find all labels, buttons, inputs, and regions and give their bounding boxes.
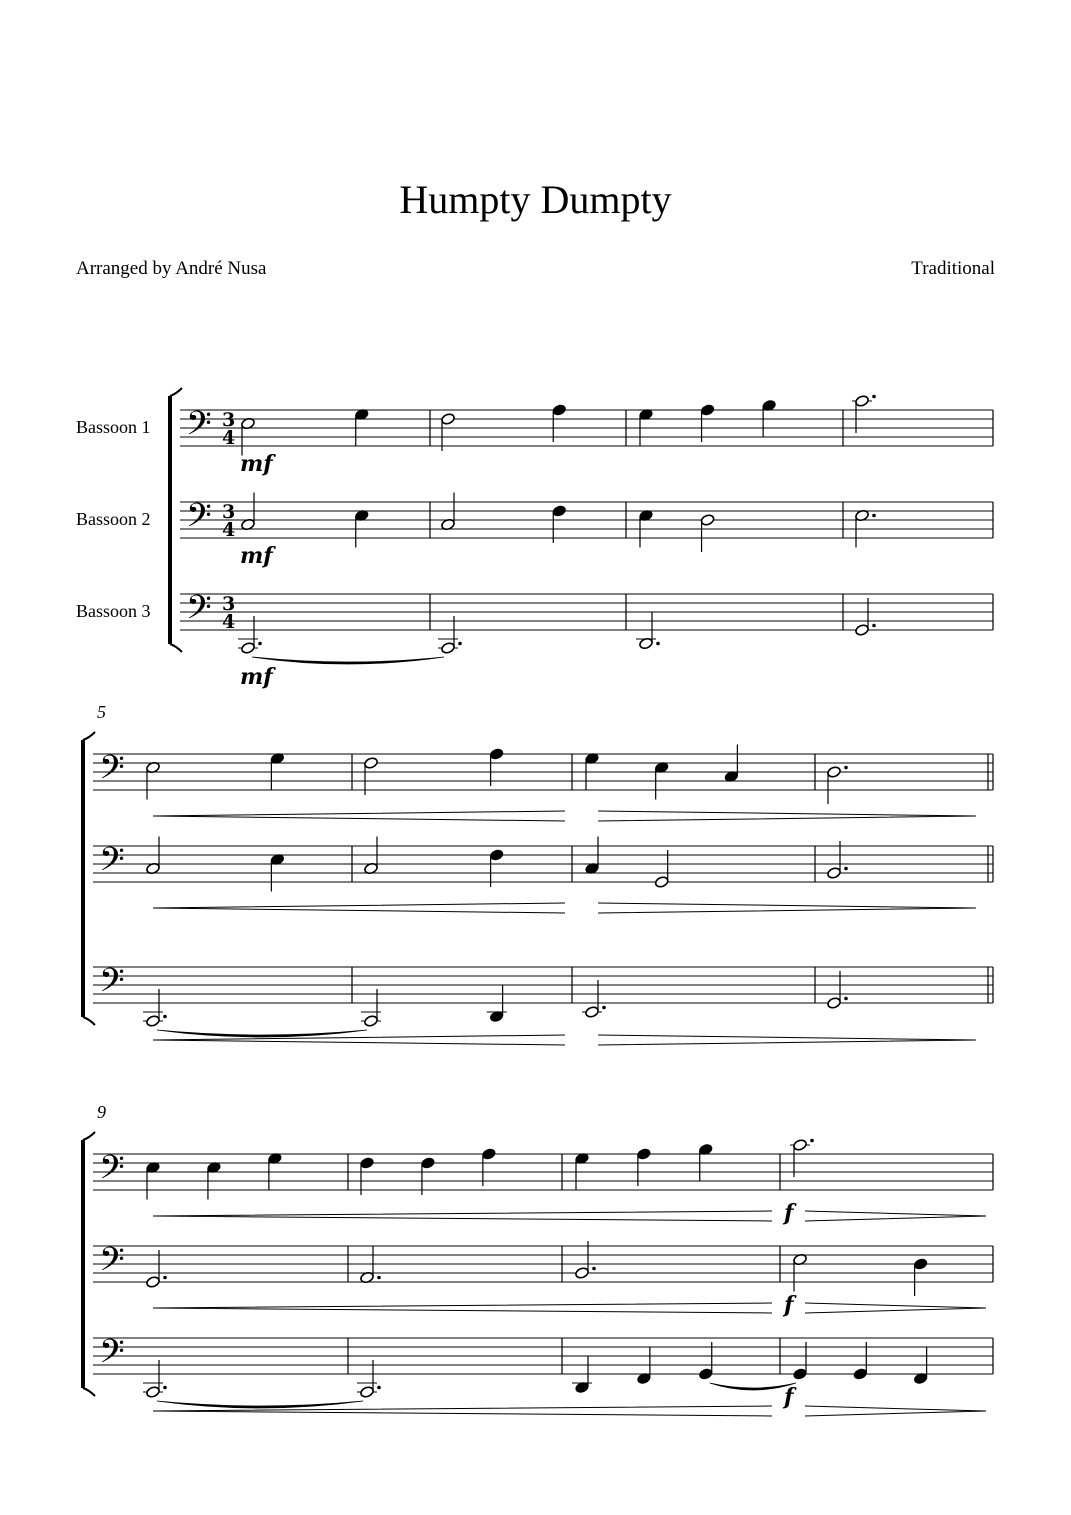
bass-clef-icon: 𝄢 — [99, 1333, 125, 1379]
augmentation-dot — [844, 997, 848, 1001]
notehead — [700, 514, 715, 527]
augmentation-dot — [592, 1267, 596, 1271]
notehead — [575, 1267, 590, 1280]
crescendo-hairpin — [153, 1303, 772, 1313]
notehead — [698, 1368, 713, 1381]
dynamic-marking: f — [784, 1292, 794, 1318]
decrescendo-hairpin — [598, 811, 976, 821]
bass-clef-icon: 𝄢 — [186, 405, 212, 451]
bracket-top-curl — [83, 732, 95, 740]
notehead — [853, 1368, 868, 1381]
bracket-top-curl — [170, 388, 182, 396]
instrument-name: Bassoon 2 — [76, 509, 151, 529]
dynamic-marking: f — [784, 1200, 794, 1226]
bass-clef-icon: 𝄢 — [99, 1149, 125, 1195]
augmentation-dot — [258, 642, 262, 646]
instrument-name: Bassoon 3 — [76, 601, 151, 621]
dynamic-marking: mf — [240, 664, 273, 690]
bass-clef-icon: 𝄢 — [99, 749, 125, 795]
decrescendo-hairpin — [805, 1406, 986, 1416]
augmentation-dot — [602, 1006, 606, 1010]
notehead — [489, 849, 504, 862]
bass-clef-icon: 𝄢 — [99, 1241, 125, 1287]
notehead — [552, 404, 567, 417]
augmentation-dot — [844, 766, 848, 770]
notehead — [441, 413, 456, 426]
tie — [157, 1030, 367, 1037]
time-signature-numerator: 3 — [222, 593, 236, 615]
dynamic-marking: f — [784, 1384, 794, 1410]
augmentation-dot — [163, 1386, 167, 1390]
crescendo-hairpin — [153, 903, 565, 913]
augmentation-dot — [656, 642, 660, 646]
notehead — [364, 757, 379, 770]
decrescendo-hairpin — [598, 1035, 976, 1045]
augmentation-dot — [163, 1276, 167, 1280]
time-signature-numerator: 3 — [222, 501, 236, 523]
composer-credit: Traditional — [911, 258, 995, 279]
notehead — [654, 876, 669, 889]
measure-number: 5 — [97, 702, 106, 722]
measure-number: 9 — [97, 1102, 106, 1122]
augmentation-dot — [872, 624, 876, 628]
bass-clef-icon: 𝄢 — [186, 589, 212, 635]
page-title: Humpty Dumpty — [399, 177, 672, 222]
notehead — [827, 766, 842, 779]
notehead — [855, 624, 870, 637]
notehead — [146, 1276, 161, 1289]
bracket-bottom-curl — [83, 1388, 95, 1396]
augmentation-dot — [377, 1386, 381, 1390]
augmentation-dot — [163, 1015, 167, 1019]
notehead — [241, 642, 256, 655]
decrescendo-hairpin — [598, 903, 976, 913]
time-signature-denominator: 4 — [222, 427, 236, 449]
notehead — [827, 997, 842, 1010]
notehead — [360, 1386, 375, 1399]
notehead — [793, 1368, 808, 1381]
notehead — [913, 1258, 928, 1271]
notehead — [364, 1015, 379, 1028]
augmentation-dot — [872, 395, 876, 399]
bracket-top-curl — [83, 1132, 95, 1140]
bass-clef-icon: 𝄢 — [99, 962, 125, 1008]
time-signature-denominator: 4 — [222, 611, 236, 633]
notehead — [489, 748, 504, 761]
notehead — [441, 642, 456, 655]
augmentation-dot — [377, 1276, 381, 1280]
augmentation-dot — [844, 867, 848, 871]
dynamic-marking: mf — [240, 543, 273, 569]
decrescendo-hairpin — [805, 1303, 986, 1313]
augmentation-dot — [872, 514, 876, 518]
time-signature-numerator: 3 — [222, 409, 236, 431]
augmentation-dot — [810, 1139, 814, 1143]
notehead — [146, 1386, 161, 1399]
arranger-credit: Arranged by André Nusa — [76, 258, 267, 279]
crescendo-hairpin — [153, 811, 565, 821]
notehead — [793, 1139, 808, 1152]
dynamic-marking: mf — [240, 451, 273, 477]
notehead — [481, 1148, 496, 1161]
notehead — [700, 404, 715, 417]
notehead — [855, 395, 870, 408]
bass-clef-icon: 𝄢 — [186, 497, 212, 543]
notehead — [585, 1006, 600, 1019]
crescendo-hairpin — [153, 1035, 565, 1045]
notehead — [146, 1015, 161, 1028]
notehead — [827, 867, 842, 880]
time-signature-denominator: 4 — [222, 519, 236, 541]
tie — [157, 1401, 363, 1408]
instrument-name: Bassoon 1 — [76, 417, 151, 437]
bracket-bottom-curl — [83, 1017, 95, 1025]
decrescendo-hairpin — [805, 1211, 986, 1221]
crescendo-hairpin — [153, 1211, 772, 1221]
bass-clef-icon: 𝄢 — [99, 841, 125, 887]
notehead — [636, 1148, 651, 1161]
tie — [252, 657, 444, 664]
augmentation-dot — [458, 642, 462, 646]
notehead — [552, 505, 567, 518]
notehead — [360, 1157, 375, 1170]
notehead — [420, 1157, 435, 1170]
bracket-bottom-curl — [170, 644, 182, 652]
